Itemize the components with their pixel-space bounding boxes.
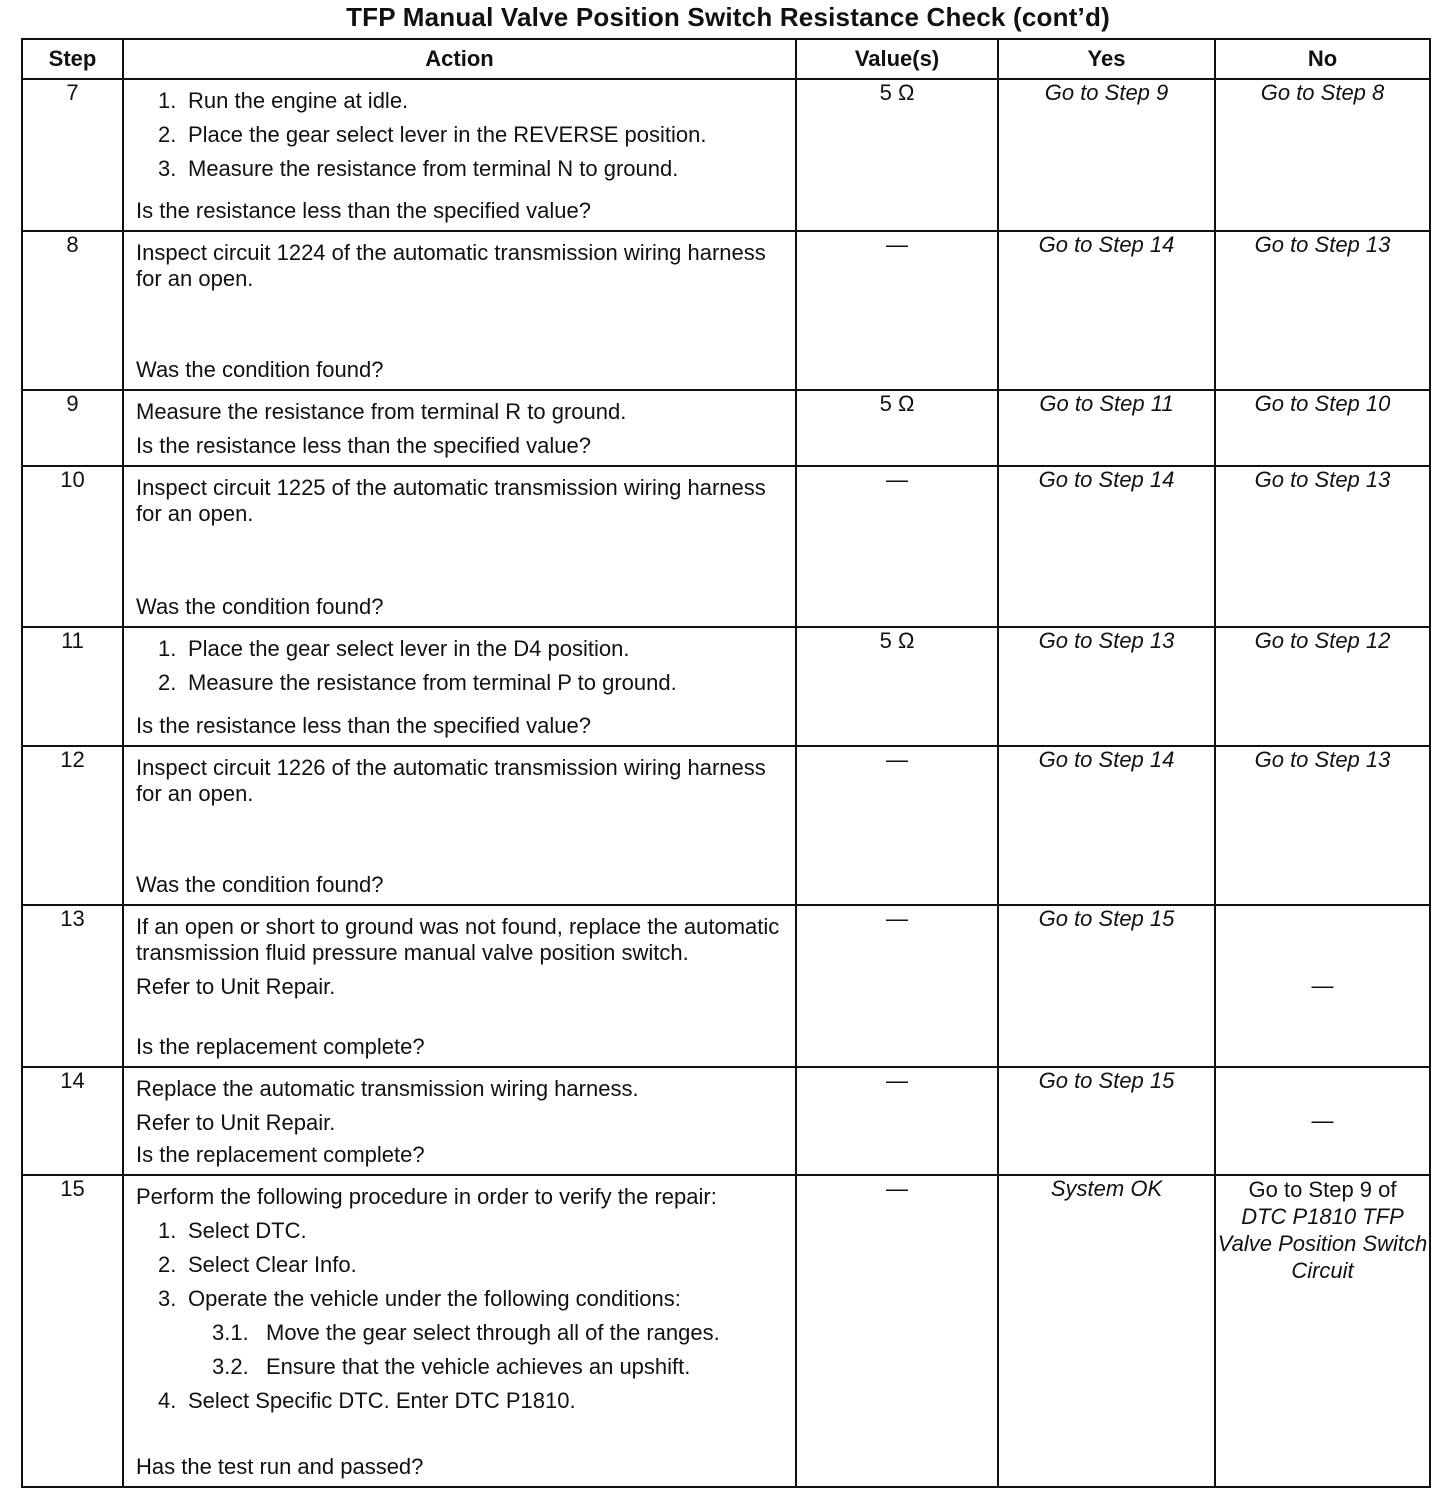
list-item-text: Measure the resistance from terminal P to ground. <box>188 670 677 695</box>
action-paragraph: Inspect circuit 1224 of the automatic transmission wiring harness for an open. <box>136 240 766 291</box>
list-item-text: Select DTC. <box>188 1218 307 1243</box>
list-item <box>158 670 785 696</box>
list-item-text: Place the gear select lever in the REVERSE position. <box>188 122 707 147</box>
list-item-number: 1. <box>158 88 177 113</box>
list-item-number: 4. <box>158 1388 177 1413</box>
action-paragraph: Refer to Unit Repair. <box>136 1110 336 1135</box>
list-item-number: 1. <box>158 1218 177 1243</box>
value-cell: — <box>796 231 998 390</box>
table-row <box>22 390 1430 466</box>
action-cell <box>123 231 796 390</box>
header-row <box>22 39 1430 79</box>
step-number: 15 <box>22 1175 123 1487</box>
list-item-text: Measure the resistance from terminal N to ground. <box>188 156 679 181</box>
action-cell <box>123 1067 796 1175</box>
action-paragraph: Perform the following procedure in order to verify the repair: <box>136 1184 717 1209</box>
action-cell <box>123 746 796 905</box>
list-item <box>158 156 785 182</box>
list-item <box>158 122 785 148</box>
action-question: Is the replacement complete? <box>136 1034 425 1059</box>
value-cell: 5 Ω <box>796 390 998 466</box>
diagnostic-table <box>21 38 1431 1488</box>
step-number: 7 <box>22 79 123 231</box>
value-cell: — <box>796 1067 998 1175</box>
step-number: 8 <box>22 231 123 390</box>
step-number: 14 <box>22 1067 123 1175</box>
header-step: Step <box>22 39 123 79</box>
yes-cell: Go to Step 9 <box>998 79 1215 231</box>
no-cell: — <box>1215 1067 1430 1175</box>
step-number: 13 <box>22 905 123 1067</box>
header-values: Value(s) <box>796 39 998 79</box>
value-cell: — <box>796 746 998 905</box>
step-number: 9 <box>22 390 123 466</box>
no-cell: Go to Step 12 <box>1215 627 1430 746</box>
list-item-number: 3. <box>158 1286 177 1311</box>
no-cell: Go to Step 8 <box>1215 79 1430 231</box>
table-row <box>22 231 1430 390</box>
value-cell: — <box>796 905 998 1067</box>
table-row <box>22 1067 1430 1175</box>
action-paragraph: Measure the resistance from terminal R to ground. <box>136 399 627 424</box>
no-cell-text: Go to Step 9 of <box>1248 1177 1397 1202</box>
action-question: Is the resistance less than the specified value? <box>136 433 591 458</box>
no-cell: Go to Step 10 <box>1215 390 1430 466</box>
list-item-number: 3.2. <box>212 1354 249 1379</box>
yes-cell: Go to Step 15 <box>998 905 1215 1067</box>
list-item-text: Operate the vehicle under the following conditions: <box>188 1286 681 1311</box>
yes-cell: Go to Step 15 <box>998 1067 1215 1175</box>
no-cell-reference: DTC P1810 TFP Valve Position Switch Circuit <box>1217 1204 1428 1283</box>
action-cell <box>123 390 796 466</box>
sub-list-item <box>212 1354 785 1380</box>
table-row <box>22 466 1430 627</box>
list-item-number: 1. <box>158 636 177 661</box>
yes-cell: Go to Step 14 <box>998 466 1215 627</box>
action-cell <box>123 627 796 746</box>
step-number: 11 <box>22 627 123 746</box>
page-title: TFP Manual Valve Position Switch Resistance Check (cont’d) <box>346 2 1110 32</box>
action-question: Was the condition found? <box>136 872 384 897</box>
action-paragraph: Refer to Unit Repair. <box>136 974 336 999</box>
list-item-number: 2. <box>158 122 177 147</box>
list-item-number: 3.1. <box>212 1320 249 1345</box>
action-paragraph: Inspect circuit 1225 of the automatic transmission wiring harness for an open. <box>136 475 766 526</box>
sub-list-item <box>212 1320 785 1346</box>
no-cell <box>1215 1175 1430 1487</box>
header-yes: Yes <box>998 39 1215 79</box>
step-number: 10 <box>22 466 123 627</box>
list-item <box>158 1388 785 1414</box>
value-cell: 5 Ω <box>796 79 998 231</box>
list-item-text: Run the engine at idle. <box>188 88 409 113</box>
yes-cell: Go to Step 14 <box>998 231 1215 390</box>
table-row <box>22 1175 1430 1487</box>
yes-cell: System OK <box>998 1175 1215 1487</box>
no-cell: Go to Step 13 <box>1215 466 1430 627</box>
action-question: Has the test run and passed? <box>136 1454 424 1479</box>
list-item <box>158 1286 785 1312</box>
header-action: Action <box>123 39 796 79</box>
value-cell: 5 Ω <box>796 627 998 746</box>
table-row <box>22 746 1430 905</box>
action-cell <box>123 79 796 231</box>
no-cell: — <box>1215 905 1430 1067</box>
action-question: Is the resistance less than the specified value? <box>136 198 591 223</box>
value-cell: — <box>796 466 998 627</box>
list-item-text: Ensure that the vehicle achieves an upshift. <box>266 1354 691 1379</box>
action-question: Was the condition found? <box>136 594 384 619</box>
list-item-number: 2. <box>158 670 177 695</box>
list-item-number: 3. <box>158 156 177 181</box>
list-item-text: Place the gear select lever in the D4 position. <box>188 636 630 661</box>
list-item <box>158 1218 785 1244</box>
action-cell <box>123 905 796 1067</box>
action-cell <box>123 1175 796 1487</box>
list-item-text: Select Specific DTC. Enter DTC P1810. <box>188 1388 576 1413</box>
no-cell: Go to Step 13 <box>1215 231 1430 390</box>
header-no: No <box>1215 39 1430 79</box>
list-item-text: Move the gear select through all of the ranges. <box>266 1320 720 1345</box>
action-paragraph: Replace the automatic transmission wiring harness. <box>136 1076 639 1101</box>
action-paragraph: If an open or short to ground was not found, replace the automatic transmission fluid pressure manual valve position switch. <box>136 914 780 965</box>
list-item <box>158 88 785 114</box>
step-number: 12 <box>22 746 123 905</box>
table-row <box>22 627 1430 746</box>
no-cell: Go to Step 13 <box>1215 746 1430 905</box>
table-row <box>22 905 1430 1067</box>
list-item <box>158 636 785 662</box>
value-cell: — <box>796 1175 998 1487</box>
action-paragraph: Inspect circuit 1226 of the automatic transmission wiring harness for an open. <box>136 755 766 806</box>
yes-cell: Go to Step 13 <box>998 627 1215 746</box>
yes-cell: Go to Step 14 <box>998 746 1215 905</box>
list-item-number: 2. <box>158 1252 177 1277</box>
yes-cell: Go to Step 11 <box>998 390 1215 466</box>
action-cell <box>123 466 796 627</box>
table-row <box>22 79 1430 231</box>
action-question: Is the replacement complete? <box>136 1142 425 1167</box>
action-question: Is the resistance less than the specified value? <box>136 713 591 738</box>
list-item <box>158 1252 785 1278</box>
list-item-text: Select Clear Info. <box>188 1252 357 1277</box>
action-question: Was the condition found? <box>136 357 384 382</box>
